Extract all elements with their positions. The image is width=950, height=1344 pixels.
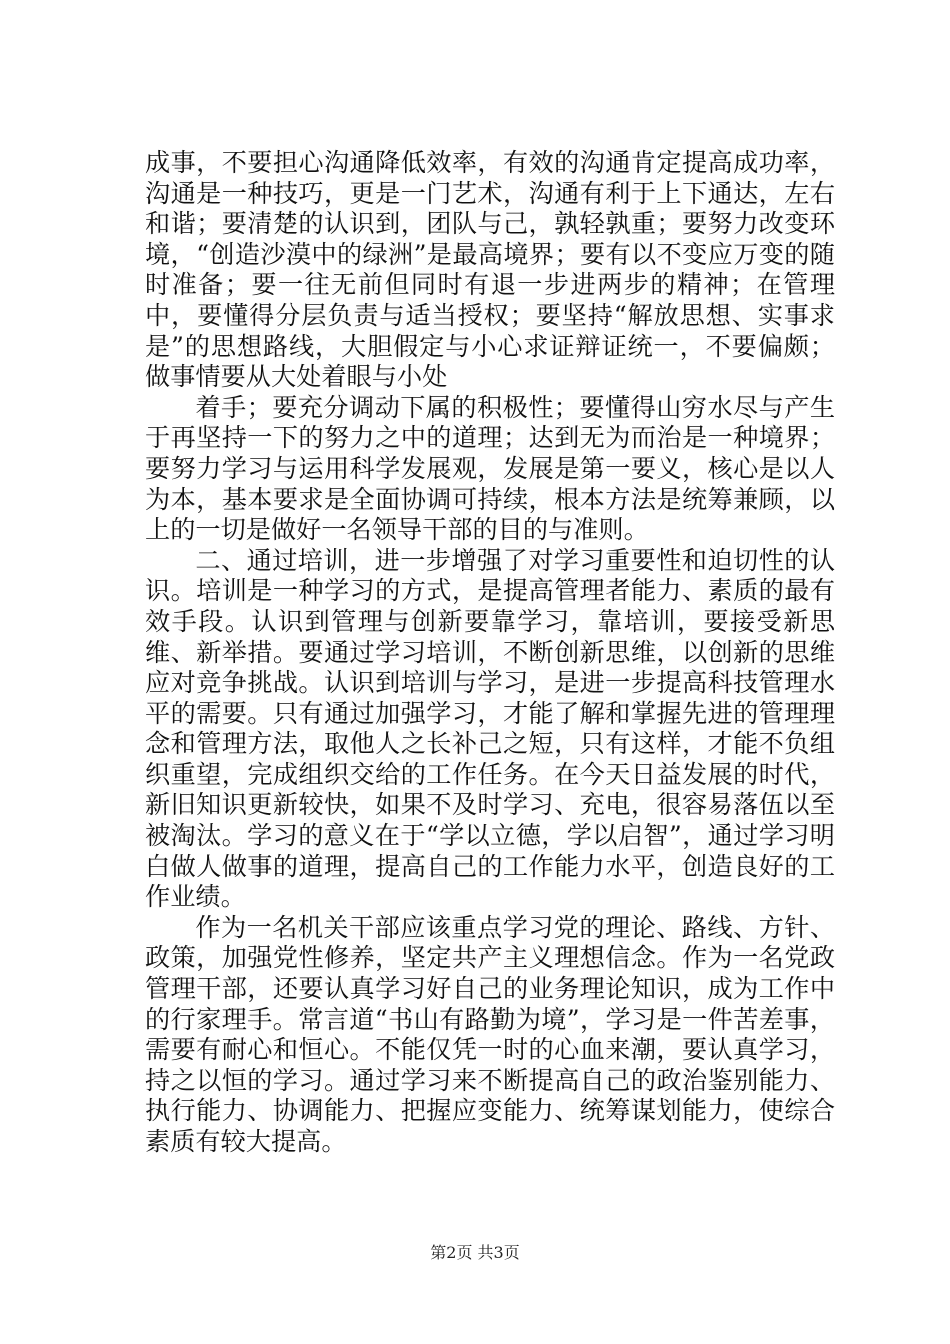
- document-body: [145, 148, 835, 1158]
- page-footer: 第2页 共3页: [430, 1243, 520, 1262]
- paragraph-continuation: 成事，不要担心沟通降低效率，有效的沟通肯定提高成功率，沟通是一种技巧，更是一门艺术，沟通有利于上下通达，左右和谐；要清楚的认识到，团队与己，孰轻孰重；要努力改变环境，“创造沙漠中的绿洲”是最高境界；要有以不变应万变的随时准备；要一往无前但同时有退一步进两步的精神；在管理中，要懂得分层负责与适当授权；要坚持“解放思想、实事求是”的思想路线，大胆假定与小心求证辩证统一，不要偏颇；做事情要从大处着眼与小处: [145, 148, 835, 392]
- paragraph-training-importance: 二、通过培训，进一步增强了对学习重要性和迫切性的认识。培训是一种学习的方式，是提高管理者能力、素质的最有效手段。认识到管理与创新要靠学习，靠培训，要接受新思维、新举措。要通过学习培训，不断创新思维，以创新的思维应对竞争挑战。认识到培训与学习，是进一步提高科技管理水平的需要。只有通过加强学习，才能了解和掌握先进的管理理念和管理方法，取他人之长补己之短，只有这样，才能不负组织重望，完成组织交给的工作任务。在今天日益发展的时代，新旧知识更新较快，如果不及时学习、充电，很容易落伍以至被淘汰。学习的意义在于“学以立德，学以启智”，通过学习明白做人做事的道理，提高自己的工作能力水平，创造良好的工作业绩。: [145, 545, 835, 912]
- paragraph-leadership-principles: 着手；要充分调动下属的积极性；要懂得山穷水尽与产生于再坚持一下的努力之中的道理；达到无为而治是一种境界；要努力学习与运用科学发展观，发展是第一要义，核心是以人为本，基本要求是全面协调可持续，根本方法是统筹兼顾，以上的一切是做好一名领导干部的目的与准则。: [145, 392, 835, 545]
- paragraph-cadre-study: 作为一名机关干部应该重点学习党的理论、路线、方针、政策，加强党性修养，坚定共产主义理想信念。作为一名党政管理干部，还要认真学习好自己的业务理论知识，成为工作中的行家理手。常言道“书山有路勤为境”，学习是一件苦差事，需要有耐心和恒心。不能仅凭一时的心血来潮，要认真学习，持之以恒的学习。通过学习来不断提高自己的政治鉴别能力、执行能力、协调能力、把握应变能力、统筹谋划能力，使综合素质有较大提高。: [145, 912, 835, 1156]
